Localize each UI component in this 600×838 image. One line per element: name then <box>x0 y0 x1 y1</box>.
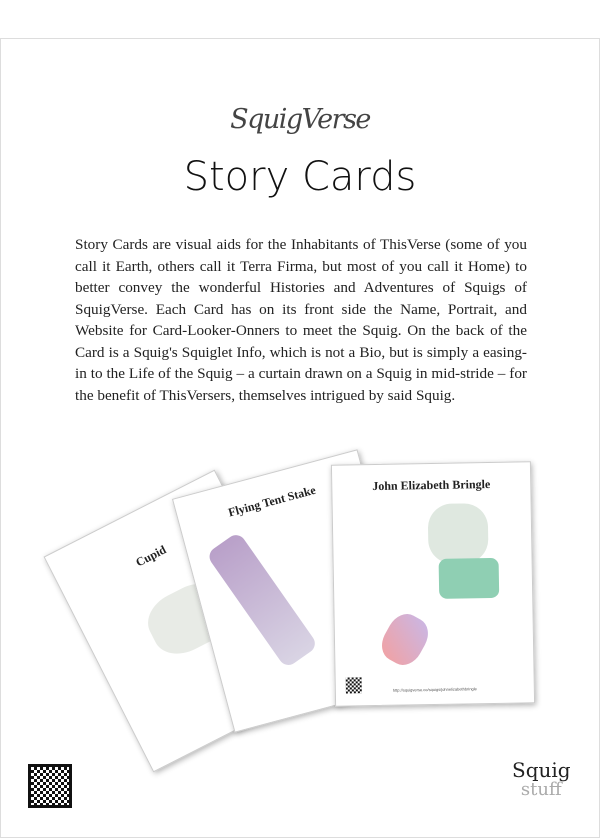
card-name: Cupid <box>133 542 169 570</box>
brand-top: Squig <box>512 758 571 782</box>
card-name: Flying Tent Stake <box>226 482 318 520</box>
squig-stuff-logo <box>512 760 571 800</box>
card-portrait <box>428 503 489 564</box>
card-portrait <box>206 531 319 669</box>
card-portrait-flame <box>375 608 434 671</box>
card-name: John Elizabeth Bringle <box>372 476 491 494</box>
card-portrait-body <box>439 558 500 599</box>
qr-code-icon[interactable] <box>28 764 72 808</box>
card-john-elizabeth-bringle[interactable] <box>331 461 535 706</box>
squigverse-logo: SquigVerse <box>230 104 370 135</box>
brand-bottom: stuff <box>520 779 562 800</box>
card-url: http://squigverse.co/squigs/johnelizabethbringle <box>392 686 477 693</box>
intro-paragraph: Story Cards are visual aids for the Inhabitants of ThisVerse (some of you call it Earth, others call it Terra Firma, but most of you call it Home) to better convey the wonderful Histories and Adventures of Squigs of SquigVerse. Each Card has on its front side the Name, Portrait, and Website for Card-Looker-Onners to meet the Squig. On the back of the Card is a Squig's Squiglet Info, which is not a Bio, but is simply a easing-in to the Life of the Squig – a curtain drawn on a Squig in mid-stride – for the benefit of ThisVersers, themselves intrigued by said Squig. <box>75 236 527 404</box>
page-title: Story Cards <box>183 154 417 200</box>
